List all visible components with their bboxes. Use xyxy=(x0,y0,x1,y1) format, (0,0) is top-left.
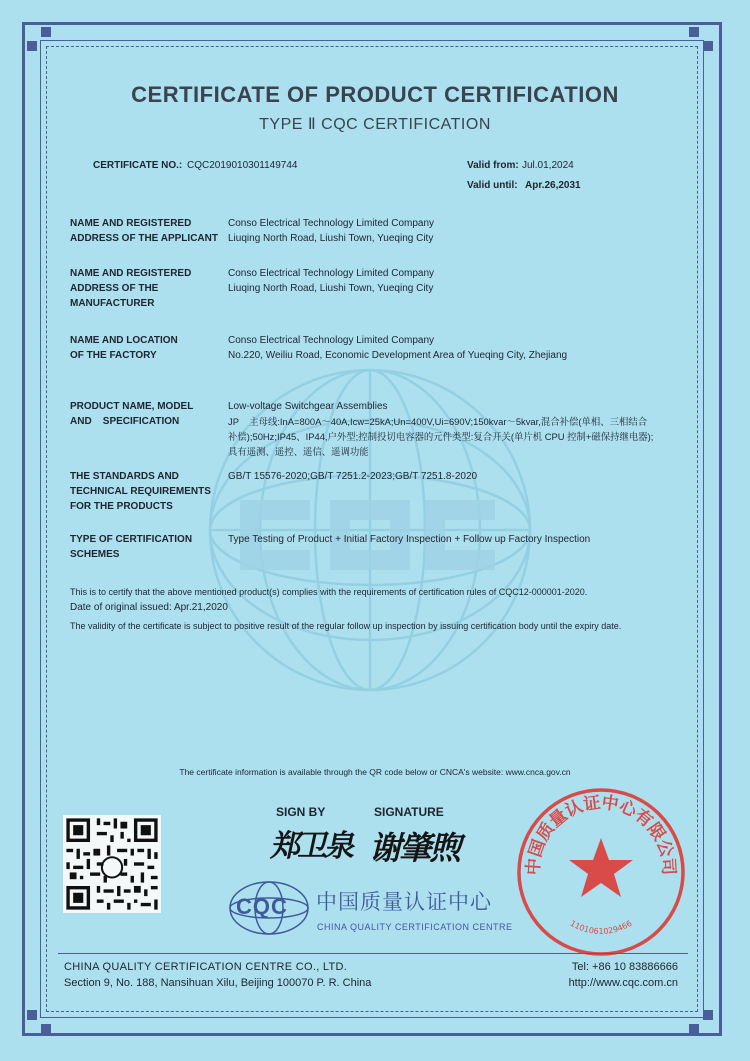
value-line: GB/T 15576-2020;GB/T 7251.2-2023;GB/T 7251.8-2020 xyxy=(228,471,478,482)
label-line: SCHEMES xyxy=(70,549,120,560)
corner-ornament xyxy=(27,1010,37,1020)
product-value xyxy=(228,399,678,459)
certify-statement: This is to certify that the above mentioned product(s) complies with the requirements of certification rules of CQC12-000001-2020. xyxy=(70,587,588,597)
svg-text:1101061029466 xyxy=(569,919,634,936)
label-line: TYPE OF CERTIFICATION xyxy=(70,534,193,545)
official-seal-icon xyxy=(515,786,687,958)
cqc-chinese-name: 中国质量认证中心 xyxy=(316,891,492,914)
label-line: PRODUCT NAME, MODEL xyxy=(70,401,194,412)
sign-by-label: SIGN BY xyxy=(276,805,326,819)
value-line: No.220, Weiliu Road, Economic Development Area of Yueqing City, Zhejiang xyxy=(228,350,568,361)
label-line: NAME AND REGISTERED xyxy=(70,218,192,229)
label-line: ADDRESS OF THE xyxy=(70,283,159,294)
value-line: 补偿);50Hz;IP45、IP44,户外型;控制投切电容器的元件类型:复合开关(单片机 CPU 控制+磁保持继电器); xyxy=(228,431,654,442)
standards-label xyxy=(70,469,220,514)
qr-note: The certificate information is available through the QR code below or CNCA's website: www.cnca.gov.cn xyxy=(179,767,571,777)
corner-ornament xyxy=(27,41,37,51)
applicant-value xyxy=(228,216,678,246)
seal-text: 中国质量认证中心有限公司 xyxy=(523,792,679,876)
standards-value xyxy=(228,469,678,484)
label-line: TECHNICAL REQUIREMENTS xyxy=(70,486,211,497)
valid-from-value: Jul.01,2024 xyxy=(522,160,574,171)
corner-ornament xyxy=(703,1010,713,1020)
validity-statement: The validity of the certificate is subject to positive result of the regular follow up inspection by issuing certification body until the expiry date. xyxy=(70,621,622,631)
value-line: JP 主母线:InA=800A～40A,Icw=25kA;Un=400V,Ui=690V;150kvar～5kvar,混合补偿(单相、三相结合 xyxy=(228,416,648,427)
applicant-label xyxy=(70,216,220,246)
manufacturer-label xyxy=(70,266,220,311)
label-line: OF THE FACTORY xyxy=(70,350,157,361)
value-line: Liuqing North Road, Liushi Town, Yueqing City xyxy=(228,283,434,294)
sign-by-signature: 郑卫泉 xyxy=(268,829,357,864)
signature-label: SIGNATURE xyxy=(374,805,444,819)
corner-ornament xyxy=(41,1024,51,1034)
product-label xyxy=(70,399,220,429)
value-line: Conso Electrical Technology Limited Company xyxy=(228,218,435,229)
footer-divider xyxy=(58,953,688,954)
label-line: NAME AND LOCATION xyxy=(70,335,178,346)
value-line: Conso Electrical Technology Limited Company xyxy=(228,268,435,279)
value-line: Liuqing North Road, Liushi Town, Yueqing City xyxy=(228,233,434,244)
cqc-english-name: CHINA QUALITY CERTIFICATION CENTRE xyxy=(317,922,513,932)
footer-website: http://www.cqc.com.cn xyxy=(568,977,678,989)
certificate-title: CERTIFICATE OF PRODUCT CERTIFICATION xyxy=(131,82,619,107)
certificate-subtitle: TYPE Ⅱ CQC CERTIFICATION xyxy=(259,116,491,133)
cqc-logo-mark: CQC xyxy=(236,894,288,919)
seal-number: 1101061029466 xyxy=(568,918,634,936)
certificate-no-value: CQC2019010301149744 xyxy=(187,160,298,171)
label-line: FOR THE PRODUCTS xyxy=(70,501,173,512)
factory-value xyxy=(228,333,678,363)
footer-address: Section 9, No. 188, Nansihuan Xilu, Beijing 100070 P. R. China xyxy=(64,977,372,989)
footer-organization: CHINA QUALITY CERTIFICATION CENTRE CO., LTD. xyxy=(64,961,348,973)
label-line: AND SPECIFICATION xyxy=(70,416,180,427)
label-line: THE STANDARDS AND xyxy=(70,471,179,482)
corner-ornament xyxy=(703,41,713,51)
value-line: Type Testing of Product + Initial Factory Inspection + Follow up Factory Inspection xyxy=(228,534,591,545)
value-line: 具有遥测、遥控、遥信、遥调功能 xyxy=(228,446,369,457)
footer-telephone: Tel: +86 10 83886666 xyxy=(571,961,678,973)
label-line: MANUFACTURER xyxy=(70,298,155,309)
corner-ornament xyxy=(689,1024,699,1034)
qr-code-icon xyxy=(63,815,161,913)
value-line: Low-voltage Switchgear Assemblies xyxy=(228,401,388,412)
label-line: NAME AND REGISTERED xyxy=(70,268,192,279)
valid-from-label: Valid from: xyxy=(467,160,519,171)
corner-ornament xyxy=(41,27,51,37)
value-line: Conso Electrical Technology Limited Company xyxy=(228,335,435,346)
valid-until-label: Valid until: xyxy=(467,180,518,191)
signature-handwriting: 谢肇煦 xyxy=(367,829,467,867)
scheme-value xyxy=(228,532,678,547)
corner-ornament xyxy=(689,27,699,37)
scheme-label xyxy=(70,532,220,562)
certificate-no-label: CERTIFICATE NO.: xyxy=(93,160,183,171)
original-issued-date: Date of original issued: Apr.21,2020 xyxy=(70,602,228,613)
manufacturer-value xyxy=(228,266,678,296)
valid-until-value: Apr.26,2031 xyxy=(525,180,581,191)
label-line: ADDRESS OF THE APPLICANT xyxy=(70,233,218,244)
factory-label xyxy=(70,333,220,363)
